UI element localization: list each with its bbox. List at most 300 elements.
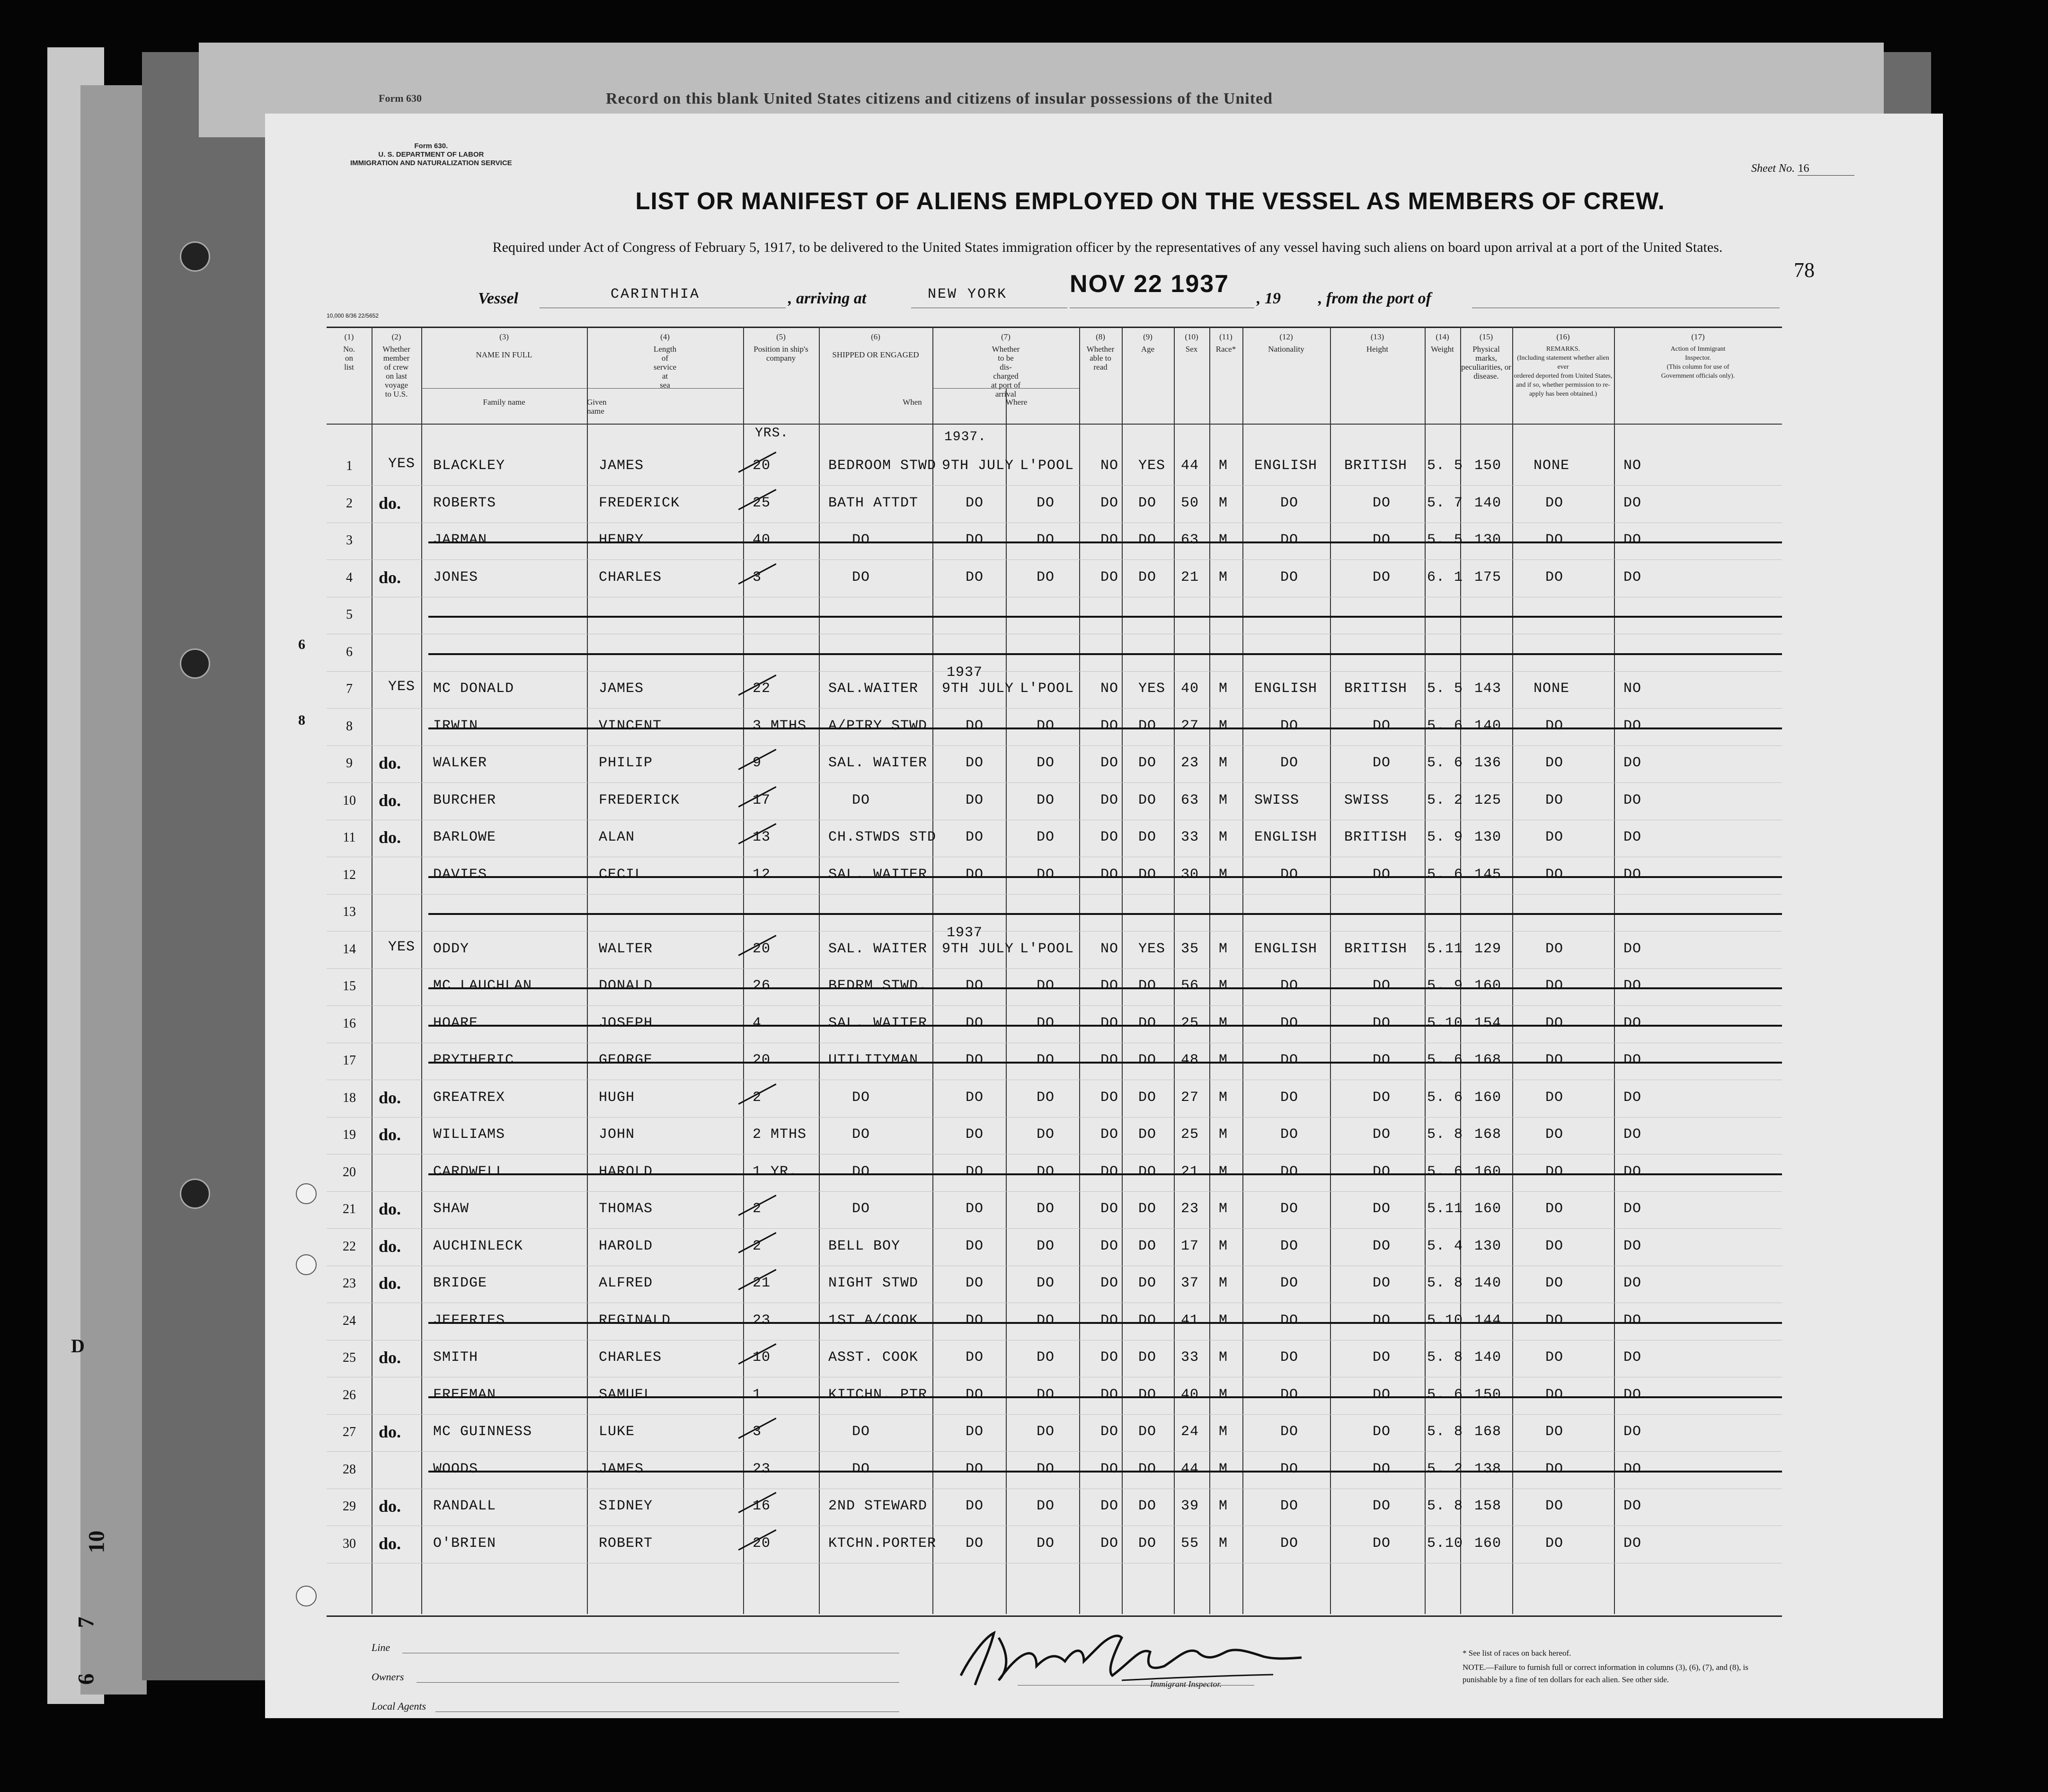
family-name: AUCHINLECK [433,1238,523,1254]
weight: 150 [1474,458,1502,474]
race: DO [1280,1312,1299,1329]
sex: M [1219,1052,1228,1068]
nationality: DO [1373,1386,1391,1403]
margin-mark: 10 [84,1530,109,1553]
height: 5. 5 [1427,458,1463,474]
column-header: Length of service at sea [653,345,677,390]
binder-hole [180,648,210,679]
height: 5.10 [1427,1535,1463,1552]
remarks: DO [1623,718,1642,734]
to-be-discharged: DO [1100,866,1119,883]
position: 2ND STEWARD [828,1498,928,1514]
height: 5. 8 [1427,1498,1463,1514]
row-rule [327,1191,1782,1192]
age: 21 [1181,569,1199,586]
remarks: DO [1623,1201,1642,1217]
nationality: DO [1373,532,1391,548]
able-to-read: DO [1138,1275,1157,1291]
position: DO [852,532,870,548]
shipped-where: DO [1037,1201,1055,1217]
nationality: DO [1373,1089,1391,1106]
remarks: DO [1623,829,1642,845]
to-be-discharged: DO [1100,718,1119,734]
column-number: (5) [776,332,786,341]
length-of-service: 3 MTHS [753,718,807,734]
sex: M [1219,1498,1228,1514]
height: 5. 6 [1427,718,1463,734]
sex: M [1219,940,1228,957]
column-header: Weight [1431,345,1454,354]
nationality: DO [1373,755,1391,771]
shipped-where: DO [1037,1461,1055,1477]
race: ENGLISH [1254,681,1318,697]
shipped-when: DO [966,1015,984,1031]
crew-member-last-voyage: do. [379,493,401,513]
sex: M [1219,866,1228,883]
shipped-when: DO [966,1275,984,1291]
position: BEDROOM STWD [828,458,937,474]
row-number: 21 [343,1202,356,1216]
remarks: DO [1623,1275,1642,1291]
length-of-service: 20 [753,1052,771,1068]
weight: 158 [1474,1498,1502,1514]
column-number: (13) [1370,332,1384,341]
to-be-discharged: DO [1100,1461,1119,1477]
able-to-read: YES [1138,681,1166,697]
age: 37 [1181,1275,1199,1291]
family-name: ODDY [433,940,470,957]
strike-through-line [428,876,1782,878]
family-name: BARLOWE [433,829,496,845]
race: ENGLISH [1254,829,1318,845]
position: ASST. COOK [828,1349,919,1366]
given-name: HAROLD [599,1238,653,1254]
nationality: DO [1373,1052,1391,1068]
able-to-read: DO [1138,718,1157,734]
able-to-read: DO [1138,495,1157,511]
to-be-discharged: DO [1100,1127,1119,1143]
to-be-discharged: DO [1100,1312,1119,1329]
strike-through-line [428,1396,1782,1398]
given-name: CHARLES [599,569,662,586]
shipped-when: DO [966,1089,984,1106]
remarks: DO [1623,1163,1642,1180]
height: 5. 6 [1427,1386,1463,1403]
nationality: BRITISH [1344,681,1408,697]
weight: 140 [1474,1349,1502,1366]
to-be-discharged: NO [1100,458,1119,474]
column-header: Age [1141,345,1155,354]
note-fine: NOTE.—Failure to furnish full or correct information in columns (3), (6), (7), and (8), is punishable by a fine of ten dollars for each alien. See other side. [1463,1663,1748,1684]
column-subheader: When [903,398,922,407]
position: A/PTRY STWD [828,718,928,734]
shipped-where: DO [1037,866,1055,883]
able-to-read: YES [1138,940,1166,957]
physical-marks: DO [1545,1386,1564,1403]
family-name: RANDALL [433,1498,496,1514]
row-number: 2 [346,496,353,511]
given-name: SIDNEY [599,1498,653,1514]
family-name: WILLIAMS [433,1127,505,1143]
age: 56 [1181,978,1199,994]
height: 5. 6 [1427,1089,1463,1106]
able-to-read: DO [1138,1089,1157,1106]
given-name: GEORGE [599,1052,653,1068]
weight: 140 [1474,1275,1502,1291]
row-rule [327,782,1782,783]
nationality: DO [1373,718,1391,734]
length-of-service: 20 [753,1535,771,1552]
length-of-service: 9 [753,755,762,771]
vessel-name: CARINTHIA [611,286,700,302]
remarks: NO [1623,458,1642,474]
page-edge-shadow [80,85,147,1694]
sex: M [1219,1424,1228,1440]
height: 6. 1 [1427,569,1463,586]
column-rule [1460,327,1461,1614]
physical-marks: DO [1545,792,1564,808]
shipped-when: DO [966,1535,984,1552]
shipped-when: DO [966,1052,984,1068]
given-name: JOSEPH [599,1015,653,1031]
crew-member-last-voyage: do. [379,1497,401,1516]
name-split-rule [587,388,588,1614]
family-name: WOODS [433,1461,479,1477]
able-to-read: DO [1138,532,1157,548]
shipped-when: DO [966,1349,984,1366]
length-of-service: 2 [753,1238,762,1254]
length-of-service: 16 [753,1498,771,1514]
age: 44 [1181,1461,1199,1477]
age: 40 [1181,1386,1199,1403]
family-name: MC LAUCHLAN [433,978,532,994]
to-be-discharged: DO [1100,1498,1119,1514]
column-number: (12) [1279,332,1293,341]
shipped-where: DO [1037,755,1055,771]
length-of-service: 20 [753,940,771,957]
inspector-signature [942,1619,1311,1694]
weight: 130 [1474,532,1502,548]
race: DO [1280,1201,1299,1217]
nationality: SWISS [1344,792,1390,808]
weight: 175 [1474,569,1502,586]
remarks: DO [1623,1535,1642,1552]
height: 5. 9 [1427,978,1463,994]
physical-marks: DO [1545,1461,1564,1477]
family-name: JARMAN [433,532,488,548]
to-be-discharged: DO [1100,978,1119,994]
position: DO [852,569,870,586]
physical-marks: DO [1545,1089,1564,1106]
physical-marks: DO [1545,1275,1564,1291]
to-be-discharged: DO [1100,792,1119,808]
row-number: 16 [343,1016,356,1031]
crew-member-last-voyage: do. [379,1348,401,1367]
sex: M [1219,792,1228,808]
column-number: (17) [1691,332,1705,341]
given-name: CECIL [599,866,644,883]
height: 5. 8 [1427,1275,1463,1291]
height: 5.11 [1427,940,1463,957]
physical-marks: DO [1545,569,1564,586]
column-header: NAME IN FULL [476,350,532,359]
length-of-service: 3 [753,1424,762,1440]
to-be-discharged: DO [1100,755,1119,771]
nationality: DO [1373,1015,1391,1031]
length-of-service: 21 [753,1275,771,1291]
underlying-record-text: Record on this blank United States citizens and citizens of insular possessions of the United [606,90,1273,107]
sex: M [1219,1535,1228,1552]
shipped-when: DO [966,1498,984,1514]
weight: 130 [1474,829,1502,845]
age: 27 [1181,718,1199,734]
column-number: (16) [1556,332,1570,341]
row-number: 30 [343,1536,356,1551]
weight: 168 [1474,1127,1502,1143]
to-be-discharged: DO [1100,1349,1119,1366]
physical-marks: DO [1545,940,1564,957]
given-name: WALTER [599,940,653,957]
strike-through-line [428,653,1782,655]
strike-through-line [428,541,1782,543]
sex: M [1219,1238,1228,1254]
sex: M [1219,681,1228,697]
date-stamp: NOV 22 1937 [1070,270,1230,298]
able-to-read: DO [1138,978,1157,994]
remarks: DO [1623,1052,1642,1068]
able-to-read: DO [1138,1349,1157,1366]
row-number: 29 [343,1499,356,1514]
age: 21 [1181,1163,1199,1180]
length-of-service: 2 MTHS [753,1127,807,1143]
age: 48 [1181,1052,1199,1068]
position: DO [852,1127,870,1143]
able-to-read: DO [1138,755,1157,771]
column-number: (10) [1185,332,1198,341]
row-number: 22 [343,1239,356,1254]
height: 5. 9 [1427,829,1463,845]
row-rule [327,708,1782,709]
position: SAL. WAITER [828,940,928,957]
given-name: ALFRED [599,1275,653,1291]
sex: M [1219,1312,1228,1329]
race: DO [1280,755,1299,771]
shipped-when: DO [966,1238,984,1254]
shipped-where: DO [1037,1386,1055,1403]
shipped-where: DO [1037,495,1055,511]
length-of-service: 40 [753,532,771,548]
length-of-service: 12 [753,866,771,883]
race: DO [1280,532,1299,548]
able-to-read: DO [1138,1535,1157,1552]
crew-member-last-voyage: do. [379,1534,401,1553]
given-name: JAMES [599,1461,644,1477]
age: 23 [1181,1201,1199,1217]
height: 5. 6 [1427,755,1463,771]
sex: M [1219,1163,1228,1180]
height: 5. 6 [1427,1163,1463,1180]
age: 27 [1181,1089,1199,1106]
shipped-year-note: 1937 [947,924,983,941]
height: 5.11 [1427,1201,1463,1217]
able-to-read: DO [1138,1386,1157,1403]
shipped-where: DO [1037,532,1055,548]
sex: M [1219,1015,1228,1031]
race: DO [1280,1238,1299,1254]
strike-through-line [428,1025,1782,1027]
physical-marks: DO [1545,866,1564,883]
nationality: DO [1373,1424,1391,1440]
race: DO [1280,1089,1299,1106]
weight: 140 [1474,718,1502,734]
line-label: Line [372,1641,390,1653]
page-subtitle: Required under Act of Congress of February 5, 1917, to be delivered to the United States immigration officer by the representatives of any vessel having such aliens on board upon arrival at a port of the United States. [492,240,1723,255]
crew-member-last-voyage: YES [388,939,416,955]
row-number: 8 [346,719,353,734]
age: 24 [1181,1424,1199,1440]
nationality: DO [1373,1461,1391,1477]
column-header: Sex [1185,345,1198,354]
row-number: 7 [346,682,353,696]
column-rule [1512,327,1513,1614]
to-be-discharged: DO [1100,1052,1119,1068]
owners-label: Owners [372,1671,404,1683]
height: 5. 6 [1427,866,1463,883]
row-rule [327,485,1782,486]
sex: M [1219,755,1228,771]
nationality: DO [1373,1201,1391,1217]
row-number: 23 [343,1276,356,1291]
given-name: CHARLES [599,1349,662,1366]
row-rule [327,671,1782,672]
weight: 160 [1474,1201,1502,1217]
family-name: GREATREX [433,1089,505,1106]
column-number: (7) [1001,332,1011,341]
column-header: REMARKS. (Including statement whether alien ever ordered deported from United States, and if so, whether permission to re- apply has been obtained.) [1514,346,1613,398]
sex: M [1219,1127,1228,1143]
age: 30 [1181,866,1199,883]
sex: M [1219,569,1228,586]
row-rule [327,559,1782,560]
shipped-when: DO [966,532,984,548]
family-name: MC GUINNESS [433,1424,532,1440]
physical-marks: DO [1545,1424,1564,1440]
physical-marks: DO [1545,1535,1564,1552]
column-rule [421,327,422,1614]
able-to-read: DO [1138,1461,1157,1477]
nationality: DO [1373,1349,1391,1366]
shipped-where: DO [1037,978,1055,994]
able-to-read: DO [1138,1312,1157,1329]
to-be-discharged: DO [1100,1201,1119,1217]
nationality: BRITISH [1344,458,1408,474]
length-of-service: 22 [753,681,771,697]
physical-marks: DO [1545,718,1564,734]
to-be-discharged: DO [1100,532,1119,548]
length-of-service: 20 [753,458,771,474]
able-to-read: DO [1138,866,1157,883]
sex: M [1219,1089,1228,1106]
to-be-discharged: NO [1100,940,1119,957]
row-number: 9 [346,756,353,771]
margin-mark: 7 [73,1616,99,1628]
remarks: DO [1623,532,1642,548]
remarks: DO [1623,755,1642,771]
shipped-when: DO [966,1386,984,1403]
height: 5. 4 [1427,1238,1463,1254]
shipped-when: DO [966,1424,984,1440]
given-name: JAMES [599,458,644,474]
sheet-label: Sheet No. [1751,162,1795,175]
to-be-discharged: DO [1100,1386,1119,1403]
binder-hole [180,241,210,272]
to-be-discharged: DO [1100,1275,1119,1291]
crew-member-last-voyage: do. [379,1236,401,1256]
race: DO [1280,1498,1299,1514]
family-name: JONES [433,569,479,586]
crew-member-last-voyage: do. [379,754,401,772]
margin-mark: D [71,1335,85,1357]
family-name: SMITH [433,1349,479,1366]
family-name: PRYTHERIC [433,1052,514,1068]
remarks: DO [1623,1386,1642,1403]
to-be-discharged: DO [1100,1535,1119,1552]
column-rule [1174,327,1175,1614]
remarks: DO [1623,792,1642,808]
margin-mark: 6 [298,637,305,652]
margin-mark: 8 [298,712,305,728]
physical-marks: DO [1545,978,1564,994]
sex: M [1219,718,1228,734]
race: DO [1280,1386,1299,1403]
crew-member-last-voyage: do. [379,1199,401,1218]
strike-through-line [428,1173,1782,1175]
nationality: DO [1373,866,1391,883]
physical-marks: DO [1545,1163,1564,1180]
row-rule [327,1414,1782,1415]
given-name: JAMES [599,681,644,697]
race: DO [1280,866,1299,883]
weight: 168 [1474,1424,1502,1440]
shipped-where: DO [1037,1015,1055,1031]
family-name: DAVIES [433,866,488,883]
owners-rule [417,1682,899,1683]
height: 5.10 [1427,1312,1463,1329]
column-number: (8) [1096,332,1105,341]
column-subheader: Family name [483,398,525,407]
height: 5. 8 [1427,1424,1463,1440]
nationality: DO [1373,1498,1391,1514]
row-rule [327,1005,1782,1006]
column-header: Position in ship's company [754,345,808,363]
crew-member-last-voyage: do. [379,1274,401,1293]
given-name: HAROLD [599,1163,653,1180]
strike-through-line [428,727,1782,729]
race: DO [1280,569,1299,586]
strike-through-line [428,616,1782,618]
position: BELL BOY [828,1238,901,1254]
given-name: JOHN [599,1127,635,1143]
underlying-form-number: Form 630 [379,92,422,104]
sex: M [1219,829,1228,845]
punch-hole [296,1183,317,1204]
column-rule [1079,327,1080,1614]
weight: 160 [1474,1163,1502,1180]
to-be-discharged: DO [1100,1163,1119,1180]
position: BEDRM STWD. [828,978,928,994]
year-note: 1937. [944,430,987,444]
sheet-value: 16 [1798,162,1854,176]
